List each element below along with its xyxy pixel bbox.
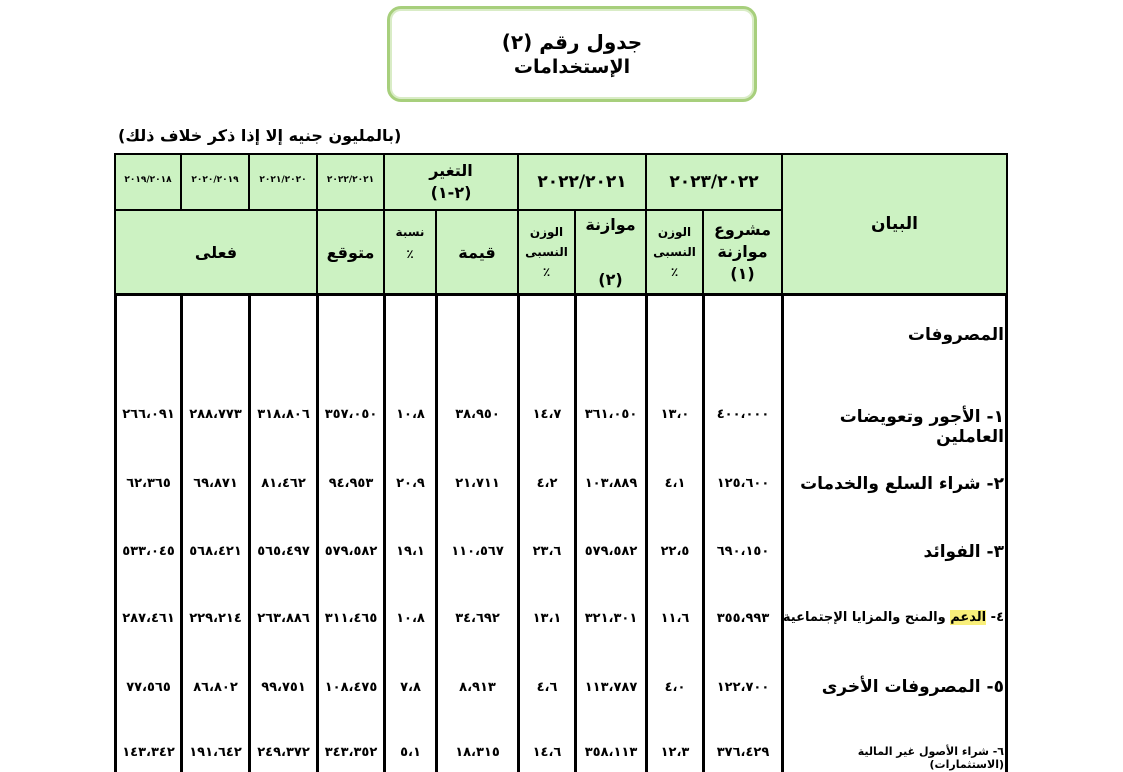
header-actual: فعلى (114, 209, 318, 295)
cell-change-value: ٣٤،٦٩٢ (455, 611, 500, 626)
header-actual-year-1: ٢٠٢١/٢٠٢٠ (248, 153, 318, 211)
header-item: البيان (781, 153, 1008, 295)
cell-change-value: ١١٠،٥٦٧ (451, 544, 504, 559)
cell-actual-2: ٨٦،٨٠٢ (193, 680, 238, 695)
cell-actual-3: ٦٢،٣٦٥ (126, 476, 171, 491)
cell-expected: ٣٥٧،٠٥٠ (324, 407, 378, 422)
cell-weight-2023: ١١،٦ (660, 611, 690, 626)
highlighted-word: الدعم (950, 610, 987, 625)
cell-expected: ٩٤،٩٥٣ (328, 476, 374, 491)
row-label: ٤- الدعم والمنح والمزايا الإجتماعية (782, 610, 1004, 625)
col-line (574, 295, 577, 772)
col-line (517, 295, 520, 772)
cell-actual-2: ٥٦٨،٤٢١ (189, 544, 242, 559)
cell-expected: ٣٤٣،٣٥٢ (324, 745, 378, 760)
cell-change-pct: ٢٠،٩ (396, 476, 425, 491)
row-label: ٦- شراء الأصول غير المالية (الاستثمارات) (857, 745, 1004, 771)
cell-budget-2022: ٥٧٩،٥٨٢ (584, 544, 638, 559)
cell-change-pct: ١٩،١ (396, 544, 425, 559)
header-actual-year-3: ٢٠١٩/٢٠١٨ (114, 153, 182, 211)
cell-actual-3: ٥٣٣،٠٤٥ (122, 544, 175, 559)
cell-actual-1: ٢٦٣،٨٨٦ (257, 611, 310, 626)
header-change: التغير (٢-١) (383, 153, 519, 211)
col-line (435, 295, 438, 772)
cell-weight-2022: ٢٣،٦ (532, 544, 562, 559)
cell-change-value: ٢١،٧١١ (455, 476, 500, 491)
header-fy2023-budget: مشروع موازنة (١) (702, 209, 783, 295)
cell-budget-2023: ١٢٢،٧٠٠ (716, 680, 770, 695)
cell-expected: ٣١١،٤٦٥ (324, 611, 378, 626)
cell-weight-2022: ٤،٦ (536, 680, 558, 695)
cell-actual-3: ١٤٣،٣٤٢ (122, 745, 175, 760)
cell-budget-2022: ٣٥٨،١١٣ (584, 745, 638, 760)
cell-actual-3: ٢٨٧،٤٦١ (122, 611, 175, 626)
cell-budget-2023: ٣٥٥،٩٩٣ (716, 611, 770, 626)
cell-actual-2: ٢٨٨،٧٧٣ (189, 407, 242, 422)
col-line (316, 295, 319, 772)
cell-change-pct: ١٠،٨ (396, 407, 425, 422)
col-line (114, 295, 117, 772)
cell-actual-1: ٩٩،٧٥١ (261, 680, 306, 695)
cell-weight-2022: ٤،٢ (536, 476, 558, 491)
header-fy2022-weight: الوزن النسبى ٪ (517, 209, 576, 295)
col-line (781, 295, 784, 772)
header-expected: متوقع (316, 209, 385, 295)
cell-budget-2023: ٣٧٦،٤٢٩ (716, 745, 770, 760)
col-line (702, 295, 705, 772)
cell-actual-2: ٢٢٩،٢١٤ (189, 611, 242, 626)
cell-actual-3: ٢٦٦،٠٩١ (122, 407, 175, 422)
cell-change-pct: ٥،١ (400, 745, 421, 760)
table-title: الإستخدامات (513, 56, 631, 78)
cell-weight-2022: ١٣،١ (532, 611, 562, 626)
row-label: ٥- المصروفات الأخرى (821, 677, 1004, 697)
header-change-value: قيمة (435, 209, 519, 295)
cell-actual-2: ٦٩،٨٧١ (193, 476, 238, 491)
header-expected-year: ٢٠٢٢/٢٠٢١ (316, 153, 385, 211)
cell-actual-1: ٣١٨،٨٠٦ (257, 407, 310, 422)
cell-expected: ١٠٨،٤٧٥ (324, 680, 378, 695)
cell-weight-2023: ١٢،٣ (660, 745, 690, 760)
cell-weight-2023: ١٣،٠ (660, 407, 690, 422)
header-fy2022-budget: موازنة (٢) (574, 209, 647, 295)
cell-budget-2022: ١١٣،٧٨٧ (584, 680, 638, 695)
col-line (1005, 295, 1008, 772)
cell-weight-2022: ١٤،٦ (532, 745, 562, 760)
header-fy2022: ٢٠٢٢/٢٠٢١ (517, 153, 647, 211)
cell-actual-3: ٧٧،٥٦٥ (126, 680, 171, 695)
unit-note: (بالمليون جنيه إلا إذا ذكر خلاف ذلك) (118, 126, 402, 145)
cell-actual-1: ٢٤٩،٣٧٢ (257, 745, 310, 760)
cell-budget-2022: ٣٢١،٣٠١ (584, 611, 638, 626)
cell-weight-2023: ٤،٠ (664, 680, 686, 695)
header-fy2023: ٢٠٢٣/٢٠٢٢ (645, 153, 783, 211)
cell-actual-1: ٥٦٥،٤٩٧ (257, 544, 310, 559)
uses-table (114, 153, 1008, 772)
cell-change-value: ١٨،٣١٥ (455, 745, 500, 760)
row-label: ٢- شراء السلع والخدمات (800, 474, 1004, 494)
header-actual-year-2: ٢٠٢٠/٢٠١٩ (180, 153, 250, 211)
table-title-box (387, 6, 757, 102)
cell-weight-2023: ٤،١ (664, 476, 686, 491)
cell-weight-2023: ٢٢،٥ (660, 544, 690, 559)
col-line (383, 295, 386, 772)
row-label: ٣- الفوائد (923, 542, 1004, 562)
header-change-pct: نسبة ٪ (383, 209, 437, 295)
cell-budget-2022: ١٠٣،٨٨٩ (584, 476, 638, 491)
col-line (645, 295, 648, 772)
cell-change-pct: ١٠،٨ (396, 611, 425, 626)
cell-actual-1: ٨١،٤٦٢ (261, 476, 306, 491)
cell-budget-2023: ١٢٥،٦٠٠ (716, 476, 770, 491)
cell-change-value: ٨،٩١٣ (459, 680, 496, 695)
header-fy2023-weight: الوزن النسبى ٪ (645, 209, 704, 295)
cell-budget-2023: ٦٩٠،١٥٠ (716, 544, 770, 559)
section-heading: المصروفات (907, 325, 1004, 345)
table-number: جدول رقم (٢) (501, 30, 643, 54)
col-line (248, 295, 251, 772)
row-label: ١- الأجور وتعويضات العاملين (839, 407, 1004, 447)
col-line (180, 295, 183, 772)
cell-weight-2022: ١٤،٧ (532, 407, 562, 422)
cell-expected: ٥٧٩،٥٨٢ (324, 544, 378, 559)
cell-budget-2022: ٣٦١،٠٥٠ (584, 407, 638, 422)
cell-budget-2023: ٤٠٠،٠٠٠ (716, 407, 770, 422)
cell-change-pct: ٧،٨ (400, 680, 421, 695)
cell-actual-2: ١٩١،٦٤٢ (189, 745, 242, 760)
cell-change-value: ٣٨،٩٥٠ (455, 407, 500, 422)
